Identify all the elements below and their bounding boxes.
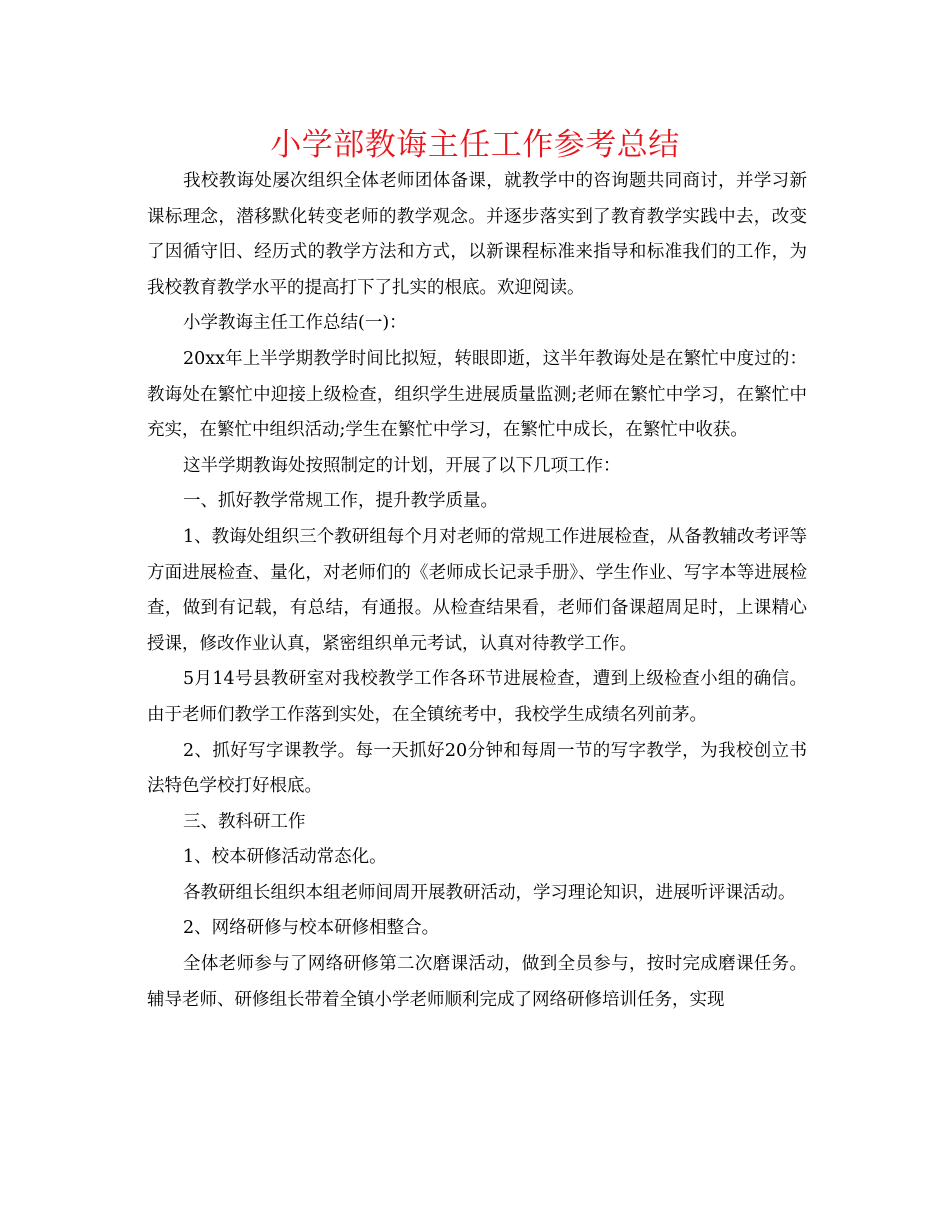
paragraph: 各教研组长组织本组老师间周开展教研活动，学习理论知识，进展听评课活动。 [183,882,796,903]
paragraph: 5月14号县教研室对我校教学工作各环节进展检查，遭到上级检查小组的确信。由于老师们教学工作落到实处，在全镇统考中，我校学生成绩名列前茅。 [147,669,807,725]
paragraph: 2、抓好写字课教学。每一天抓好20分钟和每周一节的写字教学，为我校创立书法特色学校打好根底。 [147,740,807,797]
paragraph-heading: 一、抓好教学常规工作，提升教学质量。 [183,491,498,512]
paragraph-heading: 三、教科研工作 [183,811,306,832]
document-body [147,164,807,1018]
paragraph-intro: 我校教诲处屡次组织全体老师团体备课，就教学中的咨询题共同商讨，并学习新课标理念，潜移默化转变老师的教学观念。并逐步落实到了教育教学实践中去，改变了因循守旧、经历式的教学方法和方式，以新课程标准来指导和标准我们的工作，为我校教育教学水平的提高打下了扎实的根底。欢迎阅读。 [147,171,807,298]
paragraph-subheading: 1、校本研修活动常态化。 [183,847,387,868]
paragraph: 全体老师参与了网络研修第二次磨课活动，做到全员参与，按时完成磨课任务。辅导老师、研修组长带着全镇小学老师顺利完成了网络研修培训任务，实现 [147,954,807,1010]
paragraph: 1、教诲处组织三个教研组每个月对老师的常规工作进展检查，从备教辅改考评等方面进展检查、量化，对老师们的《老师成长记录手册》、学生作业、写字本等进展检查，做到有记载，有总结，有通报。从检查结果看，老师们备课超周足时，上课精心授课，修改作业认真，紧密组织单元考试，认真对待教学工作。 [147,526,807,654]
paragraph: 20xx年上半学期教学时间比拟短，转眼即逝，这半年教诲处是在繁忙中度过的：教诲处在繁忙中迎接上级检查，组织学生进展质量监测;老师在繁忙中学习，在繁忙中充实，在繁忙中组织活动;学生在繁忙中学习，在繁忙中成长，在繁忙中收获。 [147,348,807,441]
paragraph-section-heading: 小学教诲主任工作总结(一)： [183,313,407,334]
paragraph-subheading: 2、网络研修与校本研修相整合。 [183,918,440,939]
paragraph: 这半学期教诲处按照制定的计划，开展了以下几项工作： [183,455,621,476]
document-title: 小学部教诲主任工作参考总结 [270,127,680,163]
